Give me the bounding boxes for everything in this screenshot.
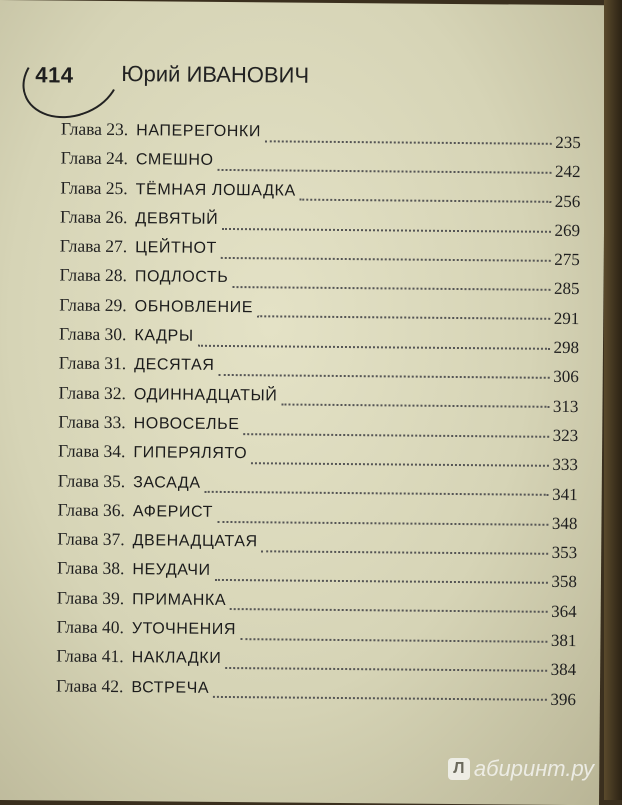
dot-leader — [262, 550, 548, 554]
toc-row — [61, 119, 581, 153]
dot-leader — [221, 257, 550, 262]
chapter-page-number: 269 — [554, 221, 580, 241]
chapter-title: ОБНОВЛЕНИЕ — [135, 298, 253, 317]
chapter-number: Глава 23. — [61, 119, 129, 141]
toc-row — [56, 675, 576, 709]
labirint-logo-icon: Л — [448, 758, 470, 780]
chapter-title: ЗАСАДА — [133, 474, 201, 493]
toc-row — [57, 529, 577, 563]
dot-leader — [215, 579, 548, 584]
chapter-page-number: 275 — [554, 250, 580, 270]
chapter-title: ПОДЛОСТЬ — [135, 269, 229, 288]
toc-row — [60, 236, 580, 270]
chapter-page-number: 298 — [553, 338, 579, 358]
watermark — [448, 756, 594, 782]
dot-leader — [300, 199, 551, 203]
page-edge — [604, 0, 622, 800]
watermark-text: абиринт.ру — [474, 756, 594, 782]
chapter-title: СМЕШНО — [136, 151, 214, 170]
dot-leader — [218, 374, 549, 379]
toc-row — [60, 206, 580, 240]
dot-leader — [217, 520, 548, 525]
dot-leader — [265, 140, 551, 144]
dot-leader — [243, 433, 548, 438]
chapter-title: ДВЕНАДЦАТАЯ — [133, 532, 258, 551]
chapter-number: Глава 40. — [56, 617, 124, 639]
chapter-title: ДЕВЯТЫЙ — [135, 210, 218, 229]
dot-leader — [257, 316, 550, 321]
chapter-number: Глава 39. — [57, 587, 125, 609]
chapter-number: Глава 32. — [58, 382, 126, 404]
chapter-number: Глава 26. — [60, 206, 128, 228]
dot-leader — [225, 667, 546, 672]
dot-leader — [230, 608, 547, 613]
chapter-title: КАДРЫ — [134, 327, 193, 346]
dot-leader — [222, 227, 550, 232]
chapter-title: ДЕСЯТАЯ — [134, 357, 214, 376]
chapter-title: ОДИННАДЦАТЫЙ — [134, 386, 278, 405]
table-of-contents — [56, 119, 581, 709]
toc-row — [56, 617, 576, 651]
chapter-title: НАКЛАДКИ — [132, 650, 222, 669]
toc-row — [58, 382, 578, 416]
toc-row — [58, 470, 578, 504]
toc-row — [59, 324, 579, 358]
chapter-number: Глава 30. — [59, 324, 127, 346]
chapter-title: ТЁМНАЯ ЛОШАДКА — [136, 181, 296, 200]
chapter-number: Глава 36. — [57, 499, 125, 521]
chapter-page-number: 306 — [553, 367, 579, 387]
dot-leader — [218, 169, 552, 174]
chapter-title: УТОЧНЕНИЯ — [132, 620, 236, 639]
dot-leader — [205, 491, 549, 496]
chapter-page-number: 396 — [550, 689, 576, 709]
running-header — [21, 52, 441, 104]
chapter-number: Глава 31. — [59, 353, 127, 375]
chapter-title: НАПЕРЕГОНКИ — [136, 122, 261, 141]
toc-row — [58, 411, 578, 445]
chapter-number: Глава 28. — [60, 265, 128, 287]
chapter-title: ЦЕЙТНОТ — [135, 239, 217, 258]
chapter-number: Глава 34. — [58, 441, 126, 463]
chapter-page-number: 285 — [554, 279, 580, 299]
chapter-title: АФЕРИСТ — [133, 503, 213, 522]
toc-row — [60, 177, 580, 211]
chapter-page-number: 384 — [551, 660, 577, 680]
chapter-page-number: 313 — [553, 397, 579, 417]
chapter-page-number: 341 — [552, 484, 578, 504]
toc-row — [56, 646, 576, 680]
toc-row — [57, 499, 577, 533]
toc-row — [58, 441, 578, 475]
chapter-page-number: 358 — [551, 572, 577, 592]
chapter-page-number: 333 — [552, 455, 578, 475]
chapter-number: Глава 27. — [60, 236, 128, 258]
toc-row — [60, 148, 580, 182]
dot-leader — [251, 462, 548, 467]
chapter-title: НОВОСЕЛЬЕ — [134, 415, 240, 434]
chapter-title: ВСТРЕЧА — [131, 679, 209, 698]
toc-row — [57, 587, 577, 621]
chapter-title: НЕУДАЧИ — [132, 562, 210, 581]
toc-row — [59, 294, 579, 328]
page-number: 414 — [35, 62, 73, 88]
toc-row — [59, 265, 579, 299]
chapter-page-number: 242 — [555, 162, 581, 182]
chapter-number: Глава 29. — [59, 294, 127, 316]
chapter-page-number: 235 — [555, 133, 581, 153]
dot-leader — [198, 344, 550, 349]
chapter-number: Глава 41. — [56, 646, 124, 668]
chapter-page-number: 323 — [553, 426, 579, 446]
dot-leader — [232, 286, 550, 291]
chapter-page-number: 364 — [551, 602, 577, 622]
chapter-number: Глава 42. — [56, 675, 124, 697]
author-name: Юрий ИВАНОВИЧ — [121, 61, 309, 89]
chapter-page-number: 353 — [552, 543, 578, 563]
chapter-title: ПРИМАНКА — [132, 591, 226, 610]
dot-leader — [213, 696, 546, 701]
chapter-number: Глава 33. — [58, 411, 126, 433]
chapter-number: Глава 38. — [57, 558, 125, 580]
chapter-page-number: 348 — [552, 514, 578, 534]
dot-leader — [281, 404, 549, 408]
toc-row — [59, 353, 579, 387]
chapter-page-number: 291 — [554, 309, 580, 329]
dot-leader — [240, 638, 547, 643]
chapter-number: Глава 37. — [57, 529, 125, 551]
chapter-title: ГИПЕРЯЛЯТО — [133, 444, 247, 463]
chapter-number: Глава 25. — [60, 177, 128, 199]
chapter-number: Глава 35. — [58, 470, 126, 492]
chapter-page-number: 256 — [555, 191, 581, 211]
toc-row — [57, 558, 577, 592]
chapter-number: Глава 24. — [61, 148, 129, 170]
chapter-page-number: 381 — [551, 631, 577, 651]
